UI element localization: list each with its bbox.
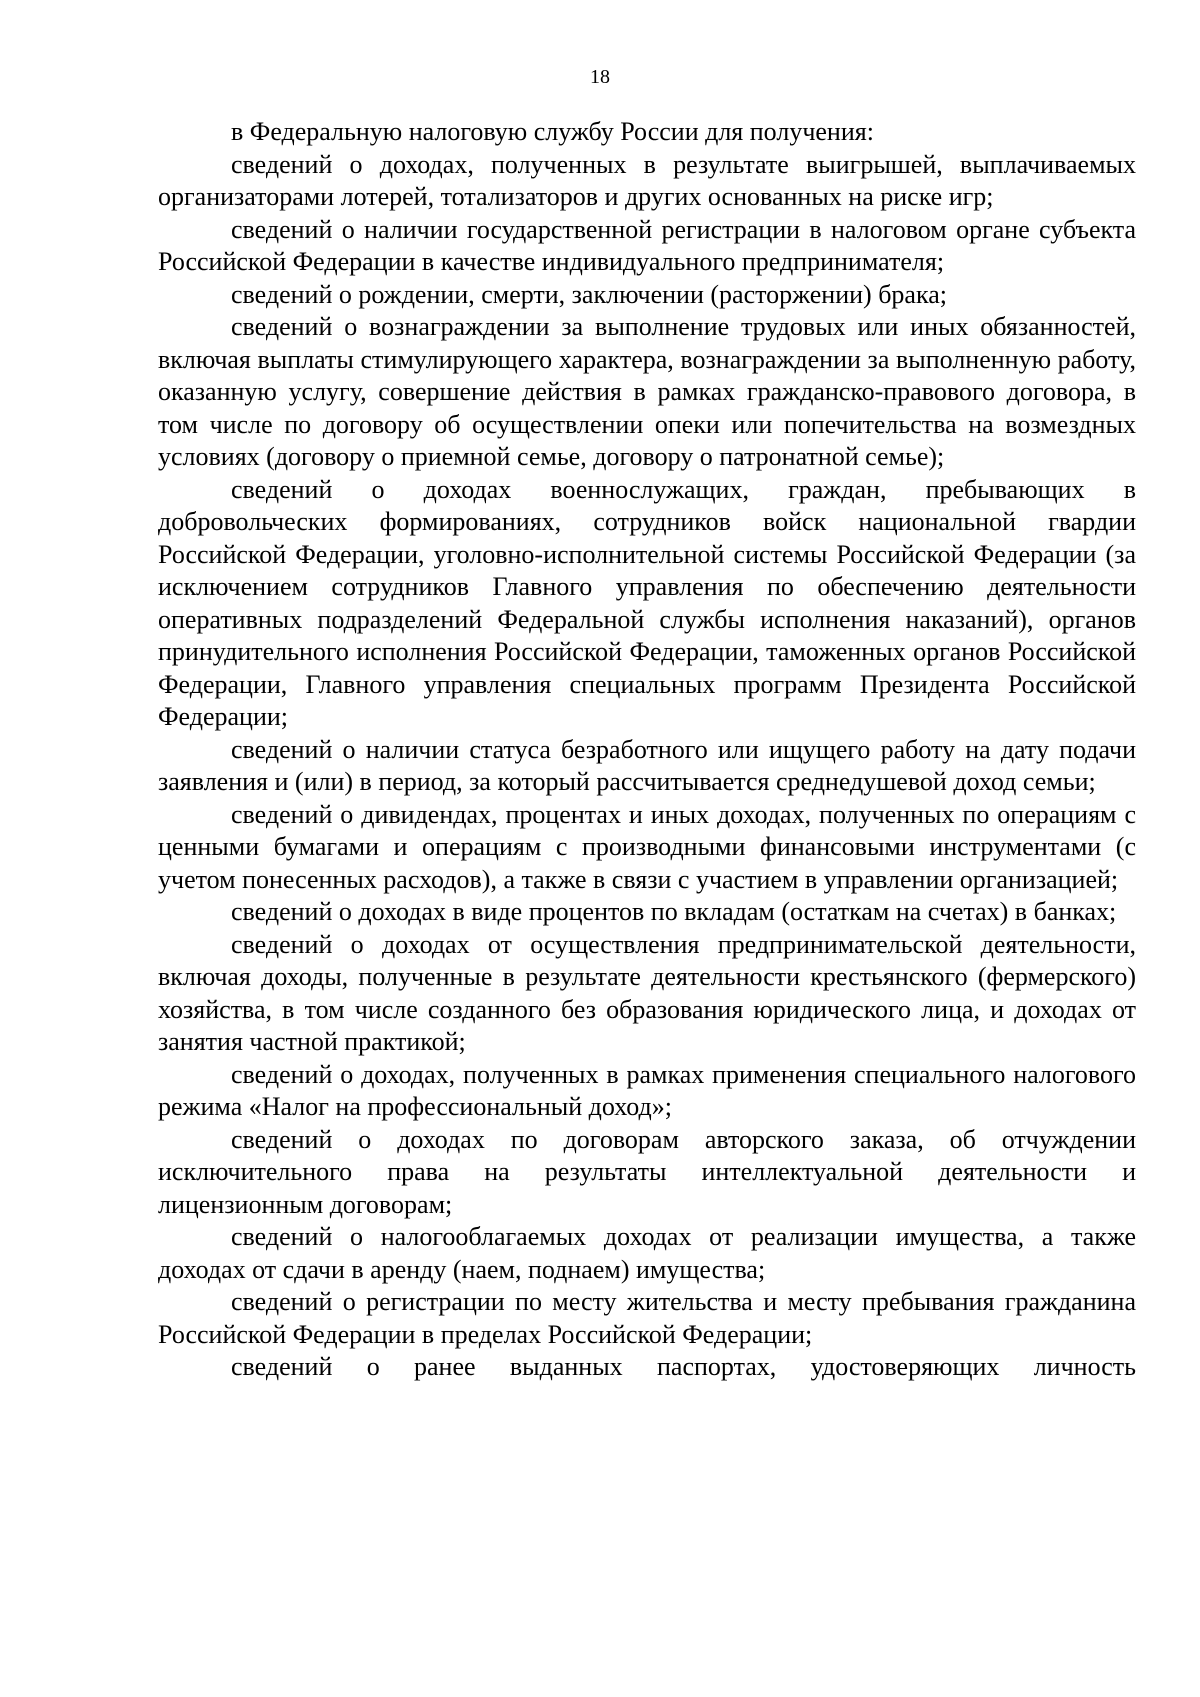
paragraph-copyright-income: сведений о доходах по договорам авторского заказа, об отчуждении исключительного права на результаты интеллектуальной деятельности и лицензионным договорам;	[158, 1124, 1136, 1219]
paragraph-property-income: сведений о налогооблагаемых доходах от реализации имущества, а также доходах от сдачи в аренду (наем, поднаем) имущества;	[158, 1222, 1136, 1284]
paragraph-labor-remuneration: сведений о вознаграждении за выполнение трудовых или иных обязанностей, включая выплаты стимулирующего характера, вознаграждении за выполненную работу, оказанную услугу, совершение действия в рамках гражданско-правового договора, в том числе по договору об осуществлении опеки или попечительства на возмездных условиях (договору о приемной семье, договору о патронатной семье);	[158, 312, 1136, 471]
page-number: 18	[590, 66, 610, 88]
paragraph-self-employed-income: сведений о доходах, полученных в рамках применения специального налогового режима «Налог на профессиональный доход»;	[158, 1059, 1136, 1121]
paragraph-unemployment-status: сведений о наличии статуса безработного или ищущего работу на дату подачи заявления и (или) в период, за который рассчитывается среднедушевой доход семьи;	[158, 734, 1136, 796]
paragraph-residence-registration: сведений о регистрации по месту жительства и месту пребывания гражданина Российской Федерации в пределах Российской Федерации;	[158, 1287, 1136, 1349]
paragraph-deposit-interest: сведений о доходах в виде процентов по вкладам (остаткам на счетах) в банках;	[231, 897, 1117, 926]
paragraph-military-income: сведений о доходах военнослужащих, граждан, пребывающих в добровольческих формированиях, сотрудников войск национальной гвардии Российской Федерации, уголовно-исполнительной системы Российской Федерации (за исключением сотрудников Главного управления по обеспечению деятельности оперативных подразделений Федеральной службы исполнения наказаний), органов принудительного исполнения Российской Федерации, таможенных органов Российской Федерации, Главного управления специальных программ Президента Российской Федерации;	[158, 474, 1136, 731]
paragraph-passports: сведений о ранее выданных паспортах, удостоверяющих личность	[231, 1352, 1136, 1381]
document-body	[158, 116, 1136, 1384]
paragraph-civil-status: сведений о рождении, смерти, заключении (расторжении) брака;	[231, 279, 947, 309]
paragraph-lottery-winnings: сведений о доходах, полученных в результате выигрышей, выплачиваемых организаторами лотерей, тотализаторов и других основанных на риске игр;	[158, 149, 1136, 211]
paragraph-intro: в Федеральную налоговую службу России для получения:	[231, 117, 874, 146]
paragraph-business-income: сведений о доходах от осуществления предпринимательской деятельности, включая доходы, полученные в результате деятельности крестьянского (фермерского) хозяйства, в том числе созданного без образования юридического лица, и доходах от занятия частной практикой;	[158, 929, 1136, 1056]
paragraph-securities-income: сведений о дивидендах, процентах и иных доходах, полученных по операциям с ценными бумагами и операциям с производными финансовыми инструментами (с учетом понесенных расходов), а также в связи с участием в управлении организацией;	[158, 799, 1136, 894]
paragraph-entrepreneur-registration: сведений о наличии государственной регистрации в налоговом органе субъекта Российской Федерации в качестве индивидуального предпринимателя;	[158, 214, 1136, 276]
